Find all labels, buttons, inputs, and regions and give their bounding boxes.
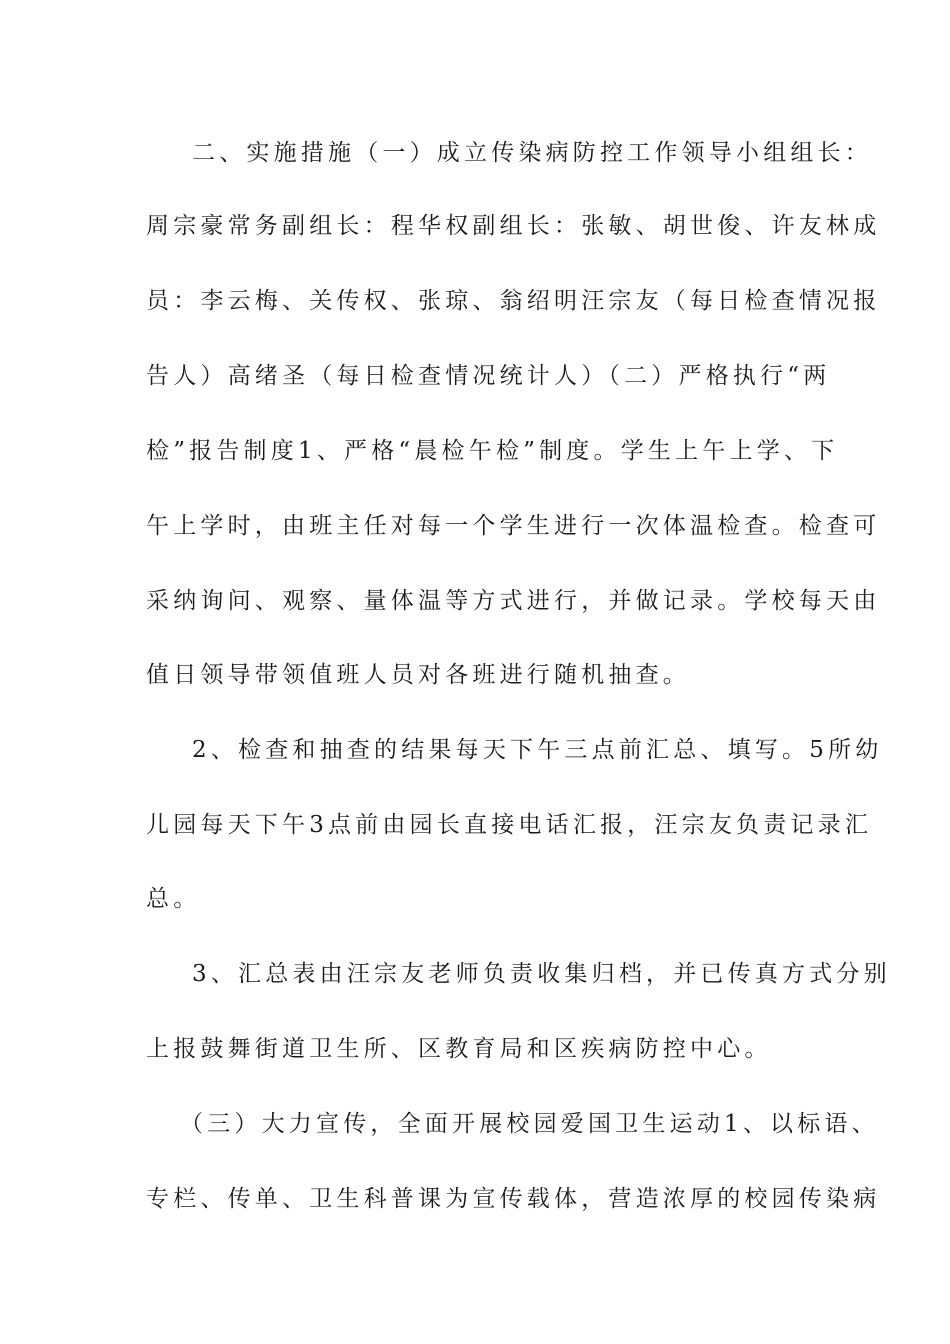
paragraph-line: 告人）高绪圣（每日检查情况统计人）（二）严格执行“两 xyxy=(146,363,831,389)
paragraph-line: 检”报告制度1、严格“晨检午检”制度。学生上午上学、下 xyxy=(146,438,839,464)
paragraph-line: 值日领导带领值班人员对各班进行随机抽查。 xyxy=(146,662,690,688)
paragraph-line: 二、实施措施（一）成立传染病防控工作领导小组组长： xyxy=(192,140,872,166)
paragraph-line: 儿园每天下午3点前由园长直接电话汇报，汪宗友负责记录汇 xyxy=(146,812,873,838)
paragraph-line: 员：李云梅、关传权、张琼、翁绍明汪宗友（每日检查情况报 xyxy=(146,288,881,314)
paragraph-line: 午上学时，由班主任对每一个学生进行一次体温检查。检查可 xyxy=(146,513,881,539)
paragraph-line: 3、汇总表由汪宗友老师负责收集归档，并已传真方式分别 xyxy=(192,961,891,987)
paragraph-line: （三）大力宣传，全面开展校园爱国卫生运动1、以标语、 xyxy=(180,1111,879,1137)
paragraph-line: 2、检查和抽查的结果每天下午三点前汇总、填写。5所幼 xyxy=(192,737,883,763)
paragraph-line: 周宗豪常务副组长：程华权副组长：张敏、胡世俊、许友林成 xyxy=(146,213,881,239)
paragraph-line: 采纳询问、观察、量体温等方式进行，并做记录。学校每天由 xyxy=(146,588,881,614)
paragraph-line: 总。 xyxy=(146,886,201,912)
paragraph-line: 上报鼓舞街道卫生所、区教育局和区疾病防控中心。 xyxy=(146,1036,772,1062)
paragraph-line: 专栏、传单、卫生科普课为宣传载体，营造浓厚的校园传染病 xyxy=(146,1186,881,1212)
